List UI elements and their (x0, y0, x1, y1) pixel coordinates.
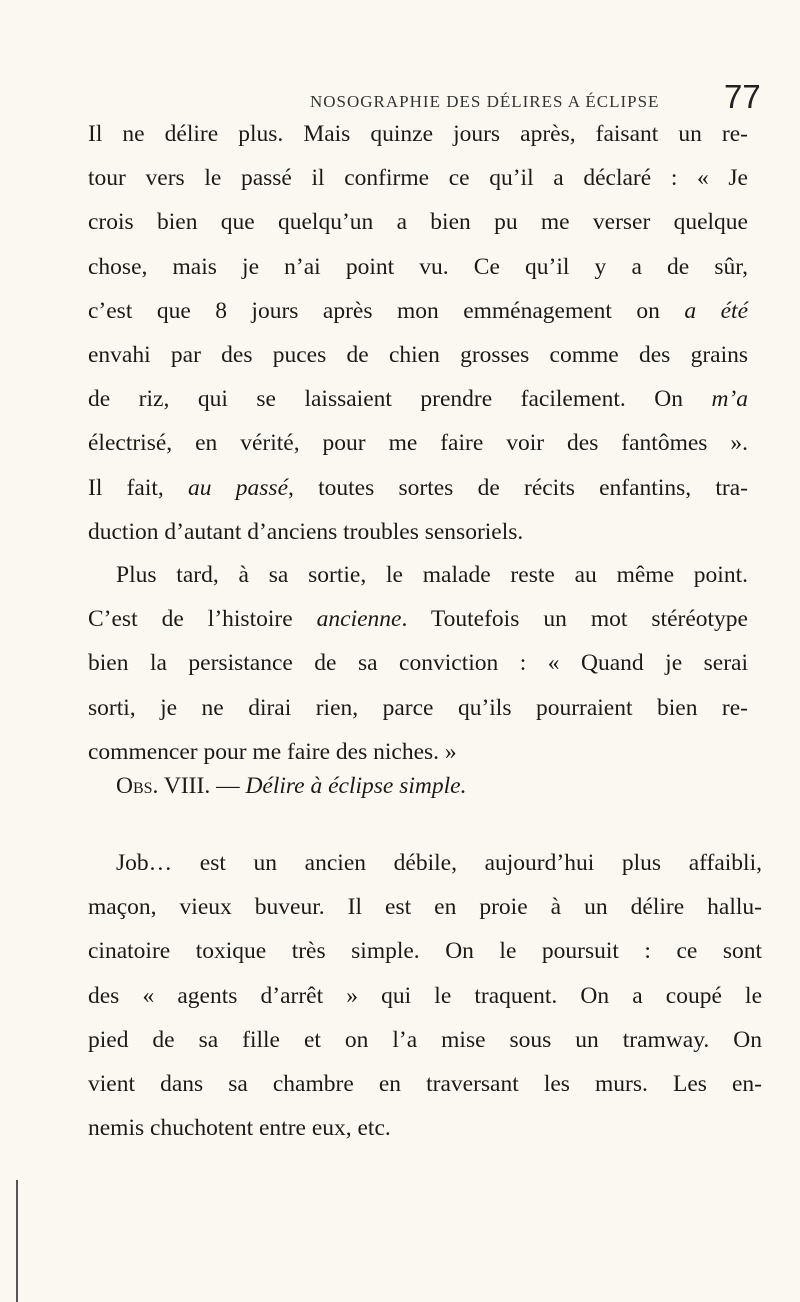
paragraph-2 (88, 553, 748, 774)
page-number: 77 (724, 78, 761, 115)
text-span: Il fait, (88, 474, 189, 501)
text-line: tour vers le passé il confirme ce qu’il a déclaré : « Je (88, 165, 748, 192)
text-line: maçon, vieux buveur. Il est en proie à un délire hallu- (88, 894, 762, 921)
text-span: c’est que 8 jours après mon emménagement on (88, 297, 685, 324)
italic-span: au passé (188, 474, 288, 501)
text-line: envahi par des puces de chien grosses comme des grains (88, 342, 748, 369)
text-line: électrisé, en vérité, pour me faire voir des fantômes ». (88, 430, 748, 457)
text-span: C’est de l’histoire (88, 606, 317, 633)
observation-title: Délire à éclipse simple. (245, 773, 467, 799)
text-span: . Toutefois un mot stéréotype (401, 606, 748, 633)
text-line: cinatoire toxique très simple. On le poursuit : ce sont (88, 938, 762, 965)
text-line (88, 289, 748, 333)
text-line: pied de sa fille et on l’a mise sous un tramway. On (88, 1026, 762, 1053)
text-line (88, 466, 748, 510)
text-line: des « agents d’arrêt » qui le traquent. On a coupé le (88, 982, 762, 1009)
italic-span: ancienne (316, 606, 402, 633)
italic-span: a été (684, 297, 749, 324)
text-line: bien la persistance de sa conviction : « Quand je serai (88, 650, 748, 677)
text-line: crois bien que quelqu’un a bien pu me verser quelque (88, 209, 748, 236)
text-line: duction d’autant d’anciens troubles sensoriels. (88, 518, 524, 545)
observation-dash: — (210, 773, 246, 799)
text-line: nemis chuchotent entre eux, etc. (88, 1115, 391, 1142)
text-line (88, 377, 748, 421)
italic-span: m’a (711, 386, 748, 413)
running-head: NOSOGRAPHIE DES DÉLIRES A ÉCLIPSE (310, 92, 660, 111)
observation-label: Obs. VIII. (116, 773, 211, 799)
text-span: de riz, qui se laissaient prendre facilement. On (88, 386, 712, 413)
paragraph-3 (88, 841, 762, 1150)
text-line: sorti, je ne dirai rien, parce qu’ils pourraient bien re- (88, 694, 748, 721)
text-line: Plus tard, à sa sortie, le malade reste au même point. (116, 562, 748, 588)
page-edge-mark (16, 1180, 18, 1302)
text-span: , toutes sortes de récits enfantins, tra- (288, 474, 748, 501)
text-line: commencer pour me faire des niches. » (88, 738, 457, 765)
text-line (88, 597, 748, 641)
text-line: Job… est un ancien débile, aujourd’hui plus affaibli, (116, 850, 762, 876)
text-line: chose, mais je n’ai point vu. Ce qu’il y a de sûr, (88, 253, 748, 280)
text-line: Il ne délire plus. Mais quinze jours après, faisant un re- (88, 121, 748, 147)
observation-heading (88, 764, 768, 808)
paragraph-1 (88, 112, 748, 554)
text-line: vient dans sa chambre en traversant les murs. Les en- (88, 1071, 762, 1098)
